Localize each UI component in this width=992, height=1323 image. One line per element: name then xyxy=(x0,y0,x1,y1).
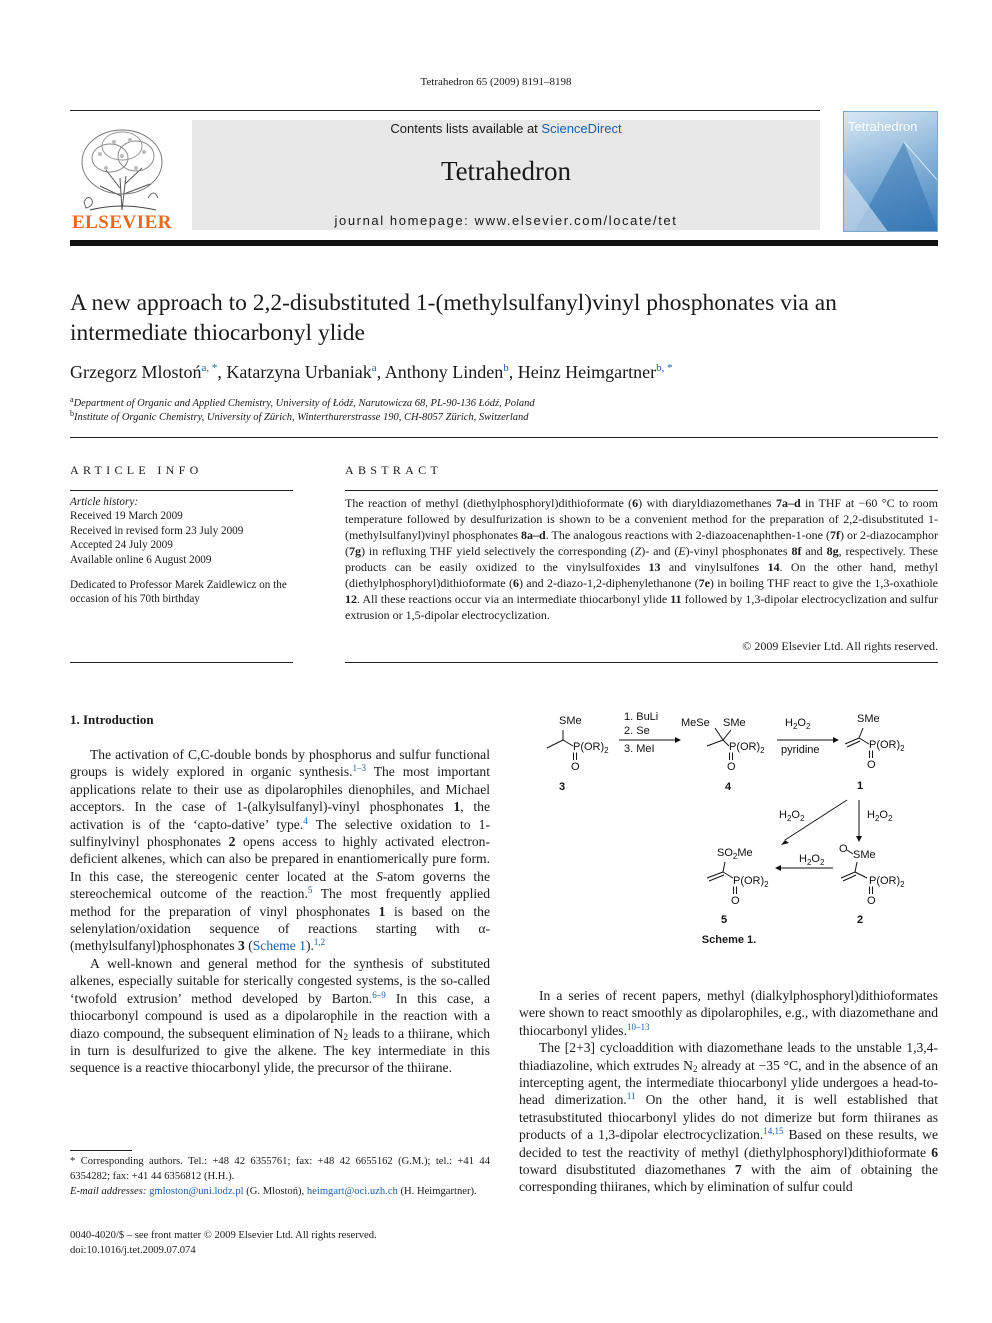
corresponding-author-contacts: * Corresponding authors. Tel.: +48 42 6355761; fax: +48 42 6655162 (G.M.); tel.: +41 44 6354282; fax: +41 44 6356812 (H.H.). xyxy=(70,1156,490,1182)
affiliation xyxy=(70,395,535,409)
affiliation-text: Institute of Organic Chemistry, University of Zürich, Winterthurerstrasse 190, CH-8057 Zürich, Switzerland xyxy=(74,412,529,423)
svg-text:II: II xyxy=(868,749,875,761)
journal-homepage[interactable]: journal homepage: www.elsevier.com/locate/tet xyxy=(334,213,678,228)
abstract-rule xyxy=(345,490,938,491)
svg-text:P(OR)2: $P(OR)_2$ xyxy=(733,875,769,889)
reagent-label: $H_2O_2$ xyxy=(785,717,811,731)
compound-1-structure xyxy=(845,713,905,771)
paragraph: The activation of C,C-double bonds by phosphorus and sulfur functional groups is widely explored in organic synthesis.$^{1-3}$ The most important applications relate to their use as dipolarophiles dienophiles, and Michael acceptors. In the case of 1-(alkylsulfanyl)-vinyl phosphonates 1, the activation is of the ‘capto-dative’ type.$^4$ The selective oxidation to 1-sulfinylvinyl phosphonates 2 opens access to highly activated electron-deficient alkenes, which can also be prepared in enantiomerically pure form. In this case, the stereogenic center located at the S-atom governs the stereochemical outcome of the reaction.$^5$ The most frequently applied method for the preparation of vinyl phosphonates 1 is based on the selenylation/oxidation sequence of reactions starting with α-(methylsulfanyl)phosphonates 3 (Scheme 1).$^{1,2}$ xyxy=(70,747,491,954)
svg-text:II: II xyxy=(572,751,579,763)
reagent-label: 1. BuLi xyxy=(624,711,659,723)
contents-prefix: Contents lists available at xyxy=(390,121,542,136)
history-label: Article history: xyxy=(70,496,139,508)
history-accepted: Accepted 24 July 2009 xyxy=(70,539,173,552)
author-affiliation-mark[interactable]: a, * xyxy=(201,362,218,374)
svg-text:SMe: SMe xyxy=(853,849,876,861)
svg-text:P(OR)2: $P(OR)_2$ xyxy=(869,739,905,753)
svg-text:P(OR)2: $P(OR)_2$ xyxy=(869,875,905,889)
footnote-rule xyxy=(70,1150,132,1151)
doi-line[interactable]: doi:10.1016/j.tet.2009.07.074 xyxy=(70,1244,196,1256)
article-info-bottom-rule xyxy=(70,662,293,663)
body-column-left xyxy=(70,746,490,1077)
header-thick-rule xyxy=(70,240,938,246)
article-title: A new approach to 2,2-disubstituted 1-(methylsulfanyl)vinyl phosphonates via an intermediate thiocarbonyl ylide xyxy=(70,290,837,346)
paragraph: In a series of recent papers, methyl (dialkylphosphoryl)dithioformates were shown to react smoothly as dipolarophiles, e.g., with diazomethane and thiocarbonyl ylides.$^{10-13}$ xyxy=(519,988,938,1038)
svg-text:O: O xyxy=(839,843,848,855)
compound-label: 1 xyxy=(857,780,864,792)
svg-text:O: O xyxy=(731,895,740,907)
sciencedirect-link[interactable]: ScienceDirect xyxy=(541,121,622,136)
svg-text:SMe: SMe xyxy=(559,715,582,727)
contents-line xyxy=(192,121,820,136)
history-online: Available online 6 August 2009 xyxy=(70,553,212,566)
compound-2-structure xyxy=(839,843,905,907)
email-owner: (H. Heimgartner). xyxy=(400,1186,477,1197)
body-column-right xyxy=(519,987,938,1196)
svg-text:O: O xyxy=(727,761,736,773)
dedication: Dedicated to Professor Marek Zaidlewicz on the occasion of his 70th birthday xyxy=(70,579,287,606)
abstract-bottom-rule xyxy=(345,662,938,663)
history-received: Received 19 March 2009 xyxy=(70,510,183,523)
scheme-caption: Scheme 1. xyxy=(701,934,757,946)
scheme-1-reaction-diagram xyxy=(519,700,939,950)
svg-text:P(OR)2: $P(OR)_2$ xyxy=(729,741,765,755)
reagent-label: $H_2O_2$ xyxy=(799,853,825,867)
journal-name: Tetrahedron xyxy=(440,156,572,186)
email-addresses xyxy=(70,1184,490,1199)
author-affiliation-mark[interactable]: a xyxy=(371,362,377,374)
author-name: Anthony Linden xyxy=(384,362,504,382)
reagent-label: pyridine xyxy=(781,744,820,756)
email-label: E-mail addresses: xyxy=(70,1186,147,1197)
compound-label: 2 xyxy=(857,914,864,926)
author-name: Heinz Heimgartner xyxy=(517,362,657,382)
abstract-heading: ABSTRACT xyxy=(345,463,443,477)
svg-text:II: II xyxy=(868,885,875,897)
reagent-label: $H_2O_2$ xyxy=(779,809,805,823)
section-heading-introduction: 1. Introduction xyxy=(70,712,154,727)
abstract-copyright: © 2009 Elsevier Ltd. All rights reserved. xyxy=(742,639,938,653)
author-affiliation-mark[interactable]: b, * xyxy=(656,362,673,374)
svg-text:II: II xyxy=(732,885,739,897)
elsevier-wordmark: ELSEVIER xyxy=(71,212,173,233)
article-info-heading: ARTICLE INFO xyxy=(70,463,203,477)
issn-line: 0040-4020/$ – see front matter © 2009 Elsevier Ltd. All rights reserved. xyxy=(70,1230,377,1241)
email-owner: (G. Mlostoń), xyxy=(246,1186,305,1197)
reagent-label: 2. Se xyxy=(624,725,650,737)
author-list: Grzegorz Mlostoń$^{a, *}$, Katarzyna Urbaniak$^a$, Anthony Linden$^b$, Heinz Heimgartner$^{b, *}$ xyxy=(70,362,673,382)
compound-3-structure xyxy=(547,715,609,773)
affiliation-mark: a xyxy=(70,395,74,404)
svg-text:SMe: SMe xyxy=(723,717,746,729)
svg-text:O: O xyxy=(571,761,580,773)
cover-title: Tetrahedron xyxy=(848,119,918,134)
author-name: Grzegorz Mlostoń xyxy=(70,362,202,382)
svg-text:SMe: SMe xyxy=(857,713,880,725)
svg-text:MeSe: MeSe xyxy=(681,717,710,729)
abstract-text: The reaction of methyl (diethylphosphoryl)dithioformate (6) with diaryldiazomethanes 7a–d in THF at −60 °C to room temperature followed by desulfurization is shown to be a convenient method for the preparation of 2,2-disubstituted 1-(methylsulfanyl)vinyl phosphonates 8a–d. The analogous reactions with 2-diazoacenaphthen-1-one (7f) or 2-diazocamphor (7g) in refluxing THF yield selectively the corresponding (Z)- and (E)-vinyl phosphonates 8f and 8g, respectively. These products can be easily oxidized to the vinylsulfoxides 13 and vinylsulfones 14. On the other hand, methyl (diethylphosphoryl)dithioformate (6) and 2-diazo-1,2-diphenylethanone (7e) in boiling THF react to give the 1,3-oxathiole 12. All these reactions occur via an intermediate thiocarbonyl ylide 11 followed by 1,3-dipolar electrocyclization and sulfur extrusion or 1,5-dipolar electrocyclization. xyxy=(345,496,939,622)
article-history xyxy=(70,495,243,567)
reagent-label: $H_2O_2$ xyxy=(867,809,893,823)
email-link[interactable]: gmloston@uni.lodz.pl xyxy=(149,1186,244,1197)
affiliation-rule xyxy=(70,437,938,438)
author-name: Katarzyna Urbaniak xyxy=(226,362,372,382)
svg-text:P(OR)2: $P(OR)_2$ xyxy=(573,741,609,755)
header-rule xyxy=(70,110,820,111)
paragraph: A well-known and general method for the synthesis of substituted alkenes, especially suitable for sterically congested systems, is the so-called ‘twofold extrusion’ method developed by Barton.$^{6-9}$ In this case, a thiocarbonyl compound is used as a dipolarophile in the reaction with a diazo compound, the subsequent elimination of $N_2$ leads to a thiirane, which in turn is desulfurized to give the alkene. The key intermediate in this sequence is a reactive thiocarbonyl ylide, the precursor of the thiirane. xyxy=(70,955,491,1076)
svg-text:SO2Me: $SO_2Me$ xyxy=(717,847,753,861)
journal-citation: Tetrahedron 65 (2009) 8191–8198 xyxy=(420,76,572,88)
compound-label: 5 xyxy=(721,914,728,926)
affiliation-mark: b xyxy=(70,409,74,418)
svg-text:II: II xyxy=(728,751,735,763)
affiliation-text: Department of Organic and Applied Chemistry, University of Łódź, Narutowicza 68, PL-90-136 Łódź, Poland xyxy=(73,398,535,409)
svg-text:O: O xyxy=(867,759,876,771)
compound-label: 3 xyxy=(559,781,566,793)
history-revised: Received in revised form 23 July 2009 xyxy=(70,524,244,537)
corresponding-author-footnote xyxy=(70,1154,490,1199)
email-link[interactable]: heimgart@oci.uzh.ch xyxy=(306,1186,398,1197)
author-affiliation-mark[interactable]: b xyxy=(503,362,509,374)
compound-4-structure xyxy=(681,717,765,773)
svg-text:O: O xyxy=(867,895,876,907)
affiliation xyxy=(70,409,529,423)
page-footer xyxy=(70,1229,377,1258)
article-info-rule xyxy=(70,490,293,491)
compound-label: 4 xyxy=(725,781,732,793)
reagent-label: 3. MeI xyxy=(624,743,655,755)
compound-5-structure xyxy=(707,847,769,907)
paragraph: The [2+3] cycloaddition with diazomethane leads to the unstable 1,3,4-thiadiazoline, which extrudes $N_2$ already at −35 °C, and in the absence of an intercepting agent, the intermediate thiocarbonyl ylide undergoes a head-to-head dimerization.$^{11}$ On the other hand, it is well established that tetrasubstituted thiocarbonyl ylides do not dimerize but form thiiranes as products of a 1,3-dipolar electrocyclization.$^{14,15}$ Based on these results, we decided to test the reactivity of methyl (diethylphosphoryl)dithioformate 6 toward disubstituted diazomethanes 7 with the aim of obtaining the corresponding thiiranes, which by elimination of sulfur could xyxy=(519,1040,938,1195)
